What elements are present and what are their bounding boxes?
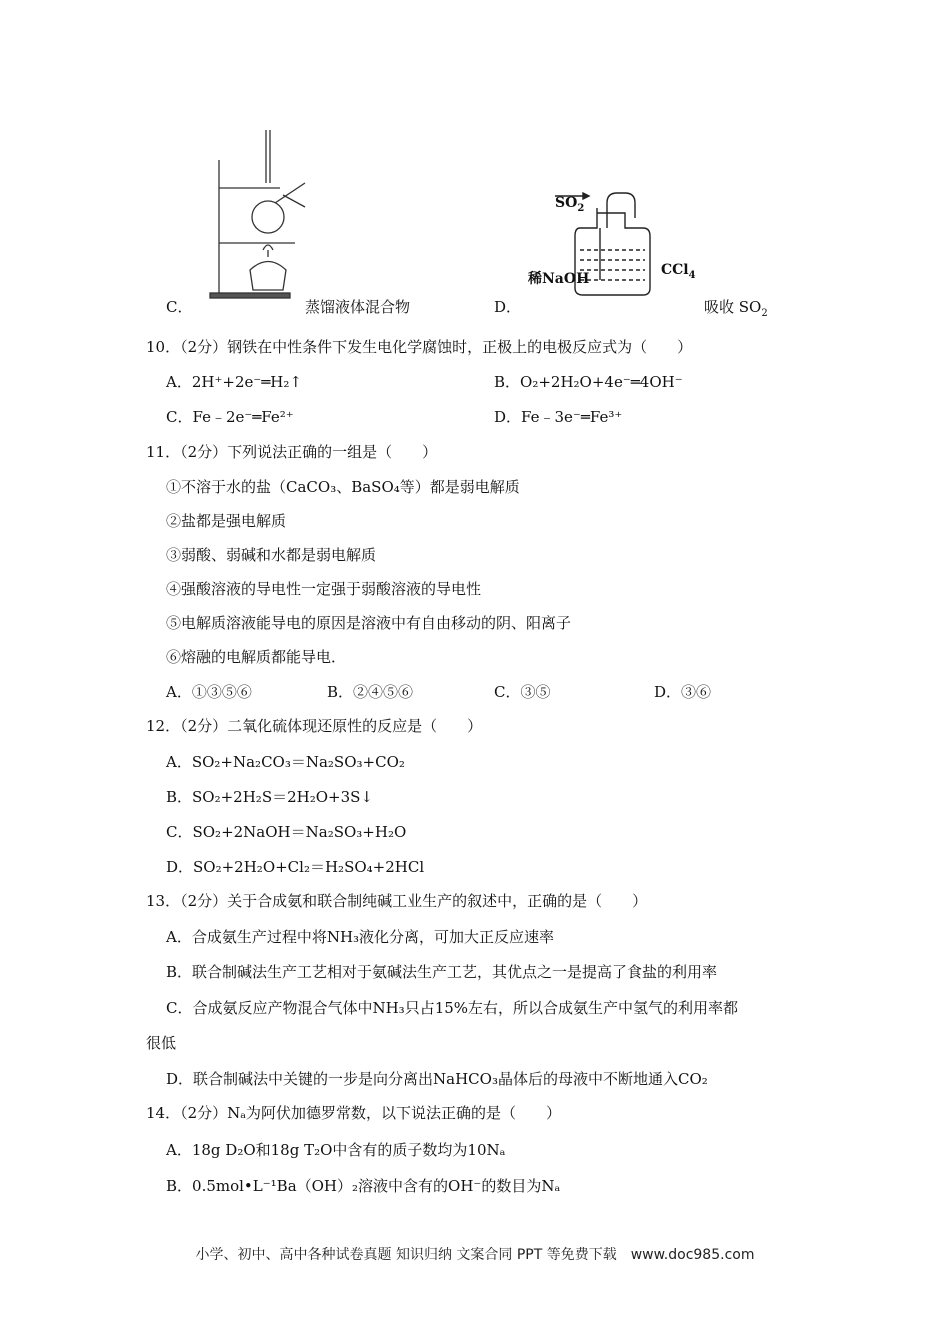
q12-option-d: D．SO₂+2H₂O+Cl₂＝H₂SO₄+2HCl [166,858,425,876]
q13-option-c: C．合成氨反应产物混合气体中NH₃只占15%左右，所以合成氨生产中氢气的利用率都 [166,999,739,1017]
page-footer: 小学、初中、高中各种试卷真题 知识归纳 文案合同 PPT 等免费下载 www.doc985.com [195,1247,755,1263]
q13-option-b: B．联合制碱法生产工艺相对于氨碱法生产工艺，其优点之一是提高了食盐的利用率 [166,963,718,981]
q11-statement: ③弱酸、弱碱和水都是弱电解质 [166,546,377,564]
q11-option-d: D．③⑥ [654,683,712,701]
q14-option-b: B．0.5mol•L⁻¹Ba（OH）₂溶液中含有的OH⁻的数目为Nₐ [166,1177,561,1195]
q11-statement: ⑥熔融的电解质都能导电． [166,648,347,666]
q10-option-b: B．O₂+2H₂O+4e⁻═4OH⁻ [494,373,683,391]
ccl4-label: CCl$_4$ [661,262,696,281]
q12-option-b: B．SO₂+2H₂S＝2H₂O+3S↓ [166,788,373,806]
figure-d-letter: D． [494,298,522,316]
q10-stem: 10．（2分）钢铁在中性条件下发生电化学腐蚀时，正极上的电极反应式为（ ） [146,338,693,356]
figure-c-caption: 蒸馏液体混合物 [305,298,411,316]
q11-statement: ①不溶于水的盐（CaCO₃、BaSO₄等）都是弱电解质 [166,478,520,496]
q13-stem: 13．（2分）关于合成氨和联合制纯碱工业生产的叙述中，正确的是（ ） [146,892,648,910]
q13-option-c-continued: 很低 [146,1034,177,1052]
q13-option-d: D．联合制碱法中关键的一步是向分离出NaHCO₃晶体后的母液中不断地通入CO₂ [166,1070,708,1088]
q11-stem: 11．（2分）下列说法正确的一组是（ ） [146,443,438,461]
q13-option-a: A．合成氨生产过程中将NH₃液化分离，可加大正反应速率 [166,928,555,946]
q11-option-a: A．①③⑤⑥ [166,683,252,701]
q10-option-d: D．Fe﹣3e⁻═Fe³⁺ [494,408,623,426]
q11-statement: ②盐都是强电解质 [166,512,287,530]
figure-d-caption: 吸收 $SO_2$ [704,298,768,319]
q12-stem: 12．（2分）二氧化硫体现还原性的反应是（ ） [146,717,483,735]
q11-option-b: B．②④⑤⑥ [327,683,414,701]
figure-c-letter: C． [166,298,193,316]
q11-option-c: C．③⑤ [494,683,551,701]
so2-gas-label: $SO_2$ [555,195,585,214]
distillation-apparatus-figure [205,125,315,300]
q11-statement: ⑤电解质溶液能导电的原因是溶液中有自由移动的阴、阳离子 [166,614,572,632]
q10-option-c: C．Fe﹣2e⁻═Fe²⁺ [166,408,294,426]
naoh-label: 稀NaOH [528,271,590,287]
q14-stem: 14．（2分）Nₐ为阿伏加德罗常数，以下说法正确的是（ ） [146,1104,562,1122]
q12-option-a: A．SO₂+Na₂CO₃＝Na₂SO₃+CO₂ [166,753,405,771]
q12-option-c: C．SO₂+2NaOH＝Na₂SO₃+H₂O [166,823,407,841]
q11-statement: ④强酸溶液的导电性一定强于弱酸溶液的导电性 [166,580,482,598]
q14-option-a: A．18g D₂O和18g T₂O中含有的质子数均为10Nₐ [166,1141,506,1159]
q10-option-a: A．2H⁺+2e⁻═H₂↑ [166,373,302,391]
